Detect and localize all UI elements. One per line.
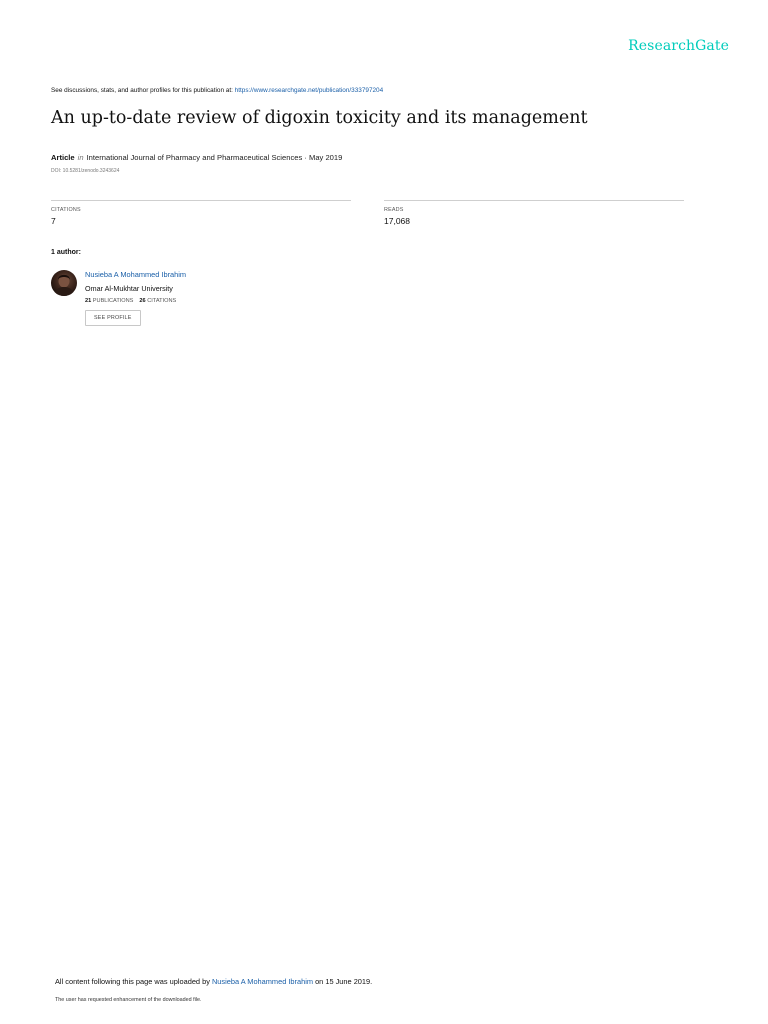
author-citations-count: 26 bbox=[139, 298, 146, 304]
author-photo-icon bbox=[51, 270, 77, 296]
author-affiliation: Omar Al-Mukhtar University bbox=[85, 284, 173, 293]
reads-value: 17,068 bbox=[384, 216, 410, 226]
discussions-prefix: See discussions, stats, and author profiles for this publication at: bbox=[51, 87, 235, 94]
discussions-line bbox=[51, 87, 383, 94]
publication-venue-date: International Journal of Pharmacy and Pharmaceutical Sciences · May 2019 bbox=[86, 153, 343, 162]
researchgate-logo[interactable]: ResearchGate bbox=[628, 38, 729, 54]
upload-prefix: All content following this page was uploaded by bbox=[55, 977, 212, 986]
publication-meta bbox=[51, 153, 342, 162]
citations-label: CITATIONS bbox=[51, 207, 81, 213]
uploader-name-link[interactable]: Nusieba A Mohammed Ibrahim bbox=[211, 977, 314, 986]
see-profile-button[interactable]: SEE PROFILE bbox=[85, 310, 141, 326]
author-stats bbox=[85, 298, 186, 304]
publication-doi: DOI: 10.5281/zenodo.3243624 bbox=[51, 168, 120, 174]
author-publications-label: PUBLICATIONS bbox=[92, 298, 134, 304]
in-label: in bbox=[77, 153, 84, 162]
citations-stat bbox=[51, 200, 351, 226]
author-publications-count: 21 bbox=[85, 298, 92, 304]
author-avatar[interactable] bbox=[51, 270, 77, 296]
author-name-link[interactable]: Nusieba A Mohammed Ibrahim bbox=[85, 270, 187, 279]
upload-notice bbox=[55, 977, 372, 986]
publication-url-link[interactable]: https://www.researchgate.net/publication/333797204 bbox=[234, 87, 384, 94]
enhancement-note: The user has requested enhancement of the downloaded file. bbox=[55, 997, 202, 1003]
author-citations-label: CITATIONS bbox=[147, 298, 177, 304]
publication-title: An up-to-date review of digoxin toxicity and its management bbox=[51, 108, 588, 128]
reads-stat bbox=[384, 200, 684, 226]
authors-heading: 1 author: bbox=[51, 249, 81, 256]
citations-value: 7 bbox=[51, 216, 56, 226]
publication-type: Article bbox=[51, 153, 75, 162]
reads-label: READS bbox=[384, 207, 404, 213]
author-card bbox=[85, 270, 186, 326]
upload-suffix: on 15 June 2019. bbox=[313, 977, 373, 986]
